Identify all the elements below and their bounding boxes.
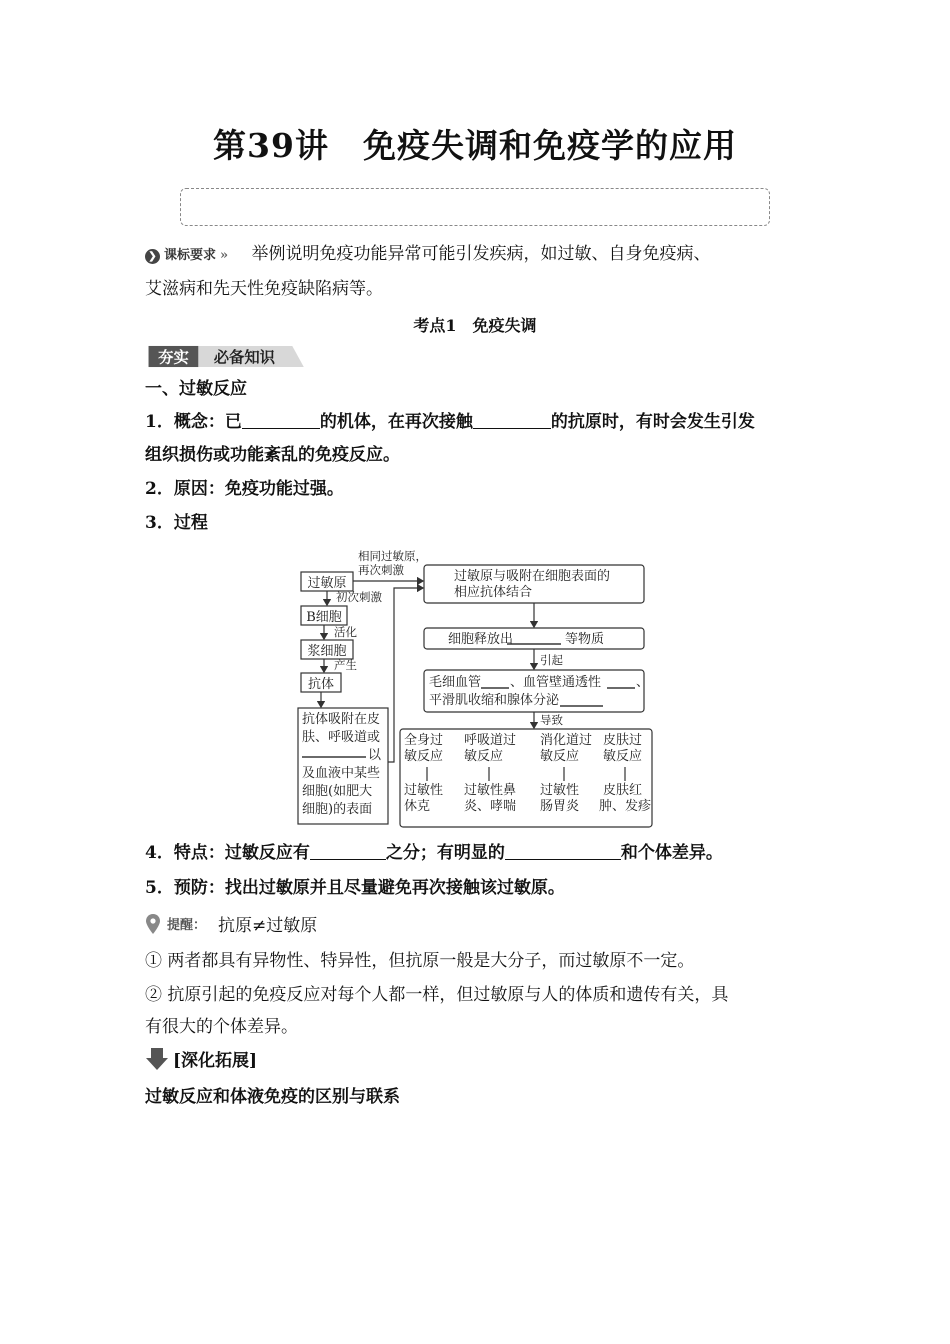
deepen-label: [深化拓展] xyxy=(173,1051,258,1071)
diagram-same-allergen: 相同过敏原， xyxy=(358,549,427,563)
note-paragraph: 有很大的个体差异。 xyxy=(145,1017,298,1037)
fill-blank[interactable] xyxy=(310,843,386,860)
diagram-lead: 导致 xyxy=(540,713,563,727)
diagram-reaction-bottom: 皮肤红 xyxy=(603,783,643,798)
diagram-cause: 引起 xyxy=(540,653,563,667)
diagram-reaction-top: 敏反应 xyxy=(540,749,580,764)
diagram-release-post: 等物质 xyxy=(565,632,605,647)
diagram-reaction-bottom: 炎、哮喘 xyxy=(464,799,517,814)
diagram-effect-1c: 、 xyxy=(636,675,650,690)
diagram-reaction-top: 敏反应 xyxy=(464,749,504,764)
note-paragraph: ① 两者都具有异物性、特异性，但抗原一般是大分子，而过敏原不一定。 xyxy=(145,951,695,971)
diagram-b-cell: B细胞 xyxy=(306,610,342,625)
note-paragraph: ② 抗原引起的免疫反应对每个人都一样，但过敏原与人的体质和遗传有关，具 xyxy=(145,985,729,1005)
diagram-reaction-top: 皮肤过 xyxy=(603,733,643,748)
diagram-bind-line2: 相应抗体结合 xyxy=(454,585,533,600)
item-features: 4．特点：过敏反应有 之分；有明显的 和个体差异。 xyxy=(145,843,723,863)
diagram-reaction-bottom: 肿、发疹 xyxy=(599,799,652,814)
diagram-effect-2a: 平滑肌收缩和腺体分泌 xyxy=(429,693,560,708)
diagram-reaction-top: 呼吸道过 xyxy=(464,733,517,748)
topic-heading: 考点1 免疫失调 xyxy=(413,316,537,335)
diagram-reaction-top: 敏反应 xyxy=(603,749,643,764)
location-pin-icon xyxy=(145,913,161,935)
page-title: 第39讲 免疫失调和免疫学的应用 xyxy=(213,126,737,165)
note-badge: 提醒： xyxy=(167,918,207,933)
item-concept-line2: 组织损伤或功能紊乱的免疫反应。 xyxy=(145,445,400,465)
fill-blank[interactable] xyxy=(473,412,551,429)
deepen-header xyxy=(145,1046,257,1071)
item-prevention: 5．预防：找出过敏原并且尽量避免再次接触该过敏原。 xyxy=(145,878,565,898)
section-tag-right: 必备知识 xyxy=(213,348,276,367)
diagram-reaction-bottom: 过敏性 xyxy=(404,783,444,798)
diagram-first-stim: 初次刺激 xyxy=(336,590,382,604)
arrow-down-icon xyxy=(145,1047,169,1071)
diagram-activate: 活化 xyxy=(334,625,357,639)
item-process: 3．过程 xyxy=(145,513,208,533)
diagram-reaction-top: 全身过 xyxy=(404,733,444,748)
section-tag-left: 夯实 xyxy=(158,348,189,367)
diagram-produce: 产生 xyxy=(334,658,357,672)
note-title: 抗原≠过敏原 xyxy=(218,916,318,936)
diagram-reaction-bottom: 肠胃炎 xyxy=(540,799,580,814)
item-cause: 2．原因：免疫功能过强。 xyxy=(145,479,344,499)
section-tag xyxy=(145,345,315,368)
chevron-right-icon: ❯ xyxy=(145,249,160,264)
diagram-reaction-bottom: 过敏性鼻 xyxy=(464,783,517,798)
empty-dashed-box xyxy=(180,188,770,226)
diagram-adsorb-line: 抗体吸附在皮 xyxy=(302,712,381,727)
note-header xyxy=(145,911,317,936)
diagram-effect-1a: 毛细血管 xyxy=(429,675,482,690)
diagram-adsorb-line: 细胞)的表面 xyxy=(302,802,373,817)
diagram-restim: 再次刺激 xyxy=(358,563,404,577)
diagram-reaction-bottom: 过敏性 xyxy=(540,783,580,798)
heading-allergy: 一、过敏反应 xyxy=(145,379,247,399)
double-chevron-icon: » xyxy=(220,248,229,264)
diagram-bind-line1: 过敏原与吸附在细胞表面的 xyxy=(454,569,611,584)
requirement-line-2: 艾滋病和先天性免疫缺陷病等。 xyxy=(145,279,383,299)
diagram-plasma: 浆细胞 xyxy=(307,644,347,659)
item-concept: 1．概念：已 的机体，在再次接触 的抗原时，有时会发生引发 xyxy=(145,412,755,432)
fill-blank[interactable] xyxy=(242,412,320,429)
diagram-adsorb-line: 细胞(如肥大 xyxy=(302,784,373,799)
diagram-allergen: 过敏原 xyxy=(307,576,347,591)
diagram-effect-1b: 、血管壁通透性 xyxy=(510,675,602,690)
diagram-adsorb-line: 以 xyxy=(368,748,382,763)
diagram-adsorb-line: 肤、呼吸道或 xyxy=(302,730,381,745)
fill-blank[interactable] xyxy=(505,843,621,860)
diagram-reaction-bottom: 休克 xyxy=(404,799,431,814)
diagram-antibody: 抗体 xyxy=(307,677,335,692)
heading-comparison: 过敏反应和体液免疫的区别与联系 xyxy=(145,1087,400,1107)
diagram-adsorb-line: 及血液中某些 xyxy=(302,766,381,781)
diagram-reaction-top: 敏反应 xyxy=(404,749,444,764)
diagram-release-pre: 细胞释放出 xyxy=(448,632,514,647)
diagram-reaction-top: 消化道过 xyxy=(540,733,593,748)
allergy-process-diagram xyxy=(296,548,656,830)
requirement-badge: ❯ 课标要求 » xyxy=(145,248,228,265)
requirement-line-1: ❯ 课标要求 » 举例说明免疫功能异常可能引发疾病，如过敏、自身免疫病、 xyxy=(145,243,711,265)
